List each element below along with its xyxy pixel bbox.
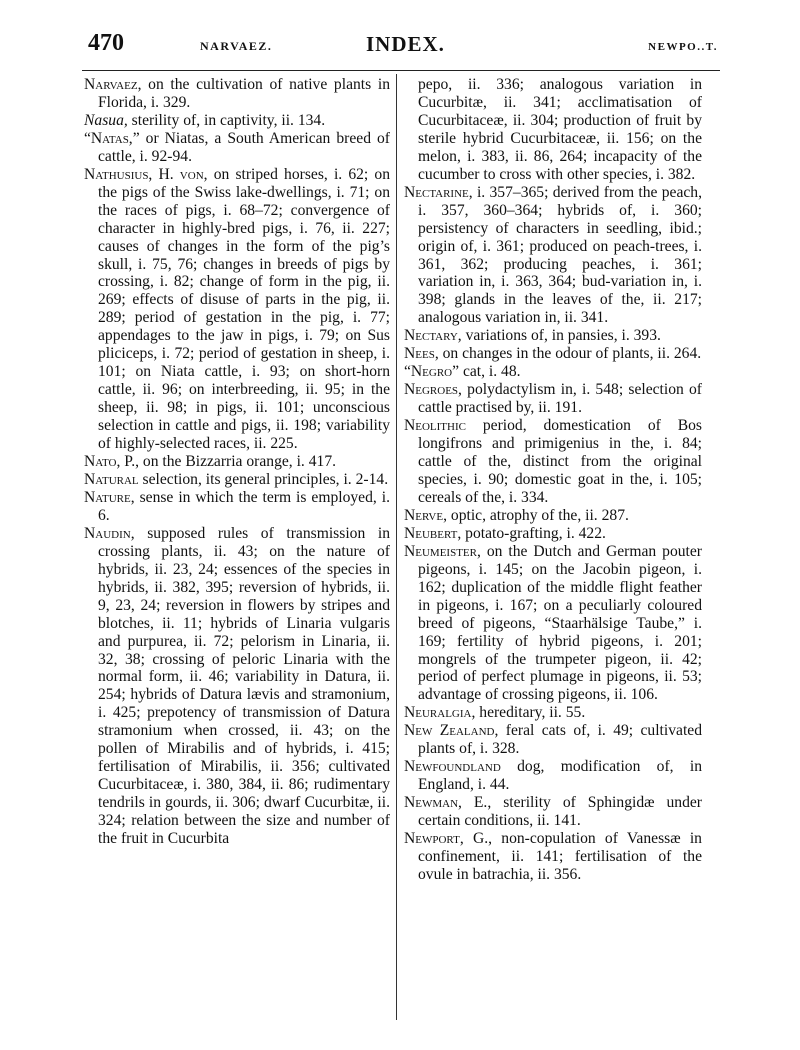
entry-head: Neolithic	[404, 417, 466, 435]
index-entry	[404, 417, 702, 507]
index-entry	[404, 758, 702, 794]
index-entry	[84, 112, 390, 130]
page-title: INDEX.	[366, 32, 445, 56]
entry-head: Nasua,	[84, 111, 128, 129]
entry-head: Naudin,	[84, 524, 135, 542]
index-entry	[404, 525, 702, 543]
entry-body: sterility of Sphingidæ under certain conditions, ii. 141.	[418, 794, 702, 830]
entry-body: on the cultivation of native plants in Florida, i. 329.	[98, 76, 390, 111]
entry-body: feral cats of, i. 49; cultivated plants of, i. 328.	[418, 722, 702, 758]
running-header	[88, 30, 718, 64]
entry-head: Nato, P.,	[84, 453, 139, 471]
index-entry	[404, 830, 702, 884]
entry-body: on the Dutch and German pouter pigeons, i. 145; on the Jacobin pigeon, i. 162; duplication of the middle flight feather in pigeons, i. 167; on a peculiarly coloured breed of pigeons, “Staarhälsige Taube,” i. 169; fertility of hybrid pigeons, i. 201; mongrels of the trumpeter pigeon, ii. 42; period of perfect plumage in pigeons, ii. 53; advantage of crossing pigeons, ii. 106.	[418, 542, 702, 704]
entry-head: Neumeister,	[404, 542, 481, 560]
index-entry	[84, 130, 390, 166]
index-entry	[404, 381, 702, 417]
right-column	[404, 76, 702, 884]
entry-head: New Zealand,	[404, 722, 499, 740]
entry-head: Nectarine,	[404, 183, 473, 201]
right-guide-word: NEWPO..T.	[648, 41, 718, 53]
index-entry	[404, 507, 702, 525]
entry-head: Newfoundland	[404, 758, 501, 776]
entry-head: “Negro”	[404, 363, 460, 381]
left-guide-word: NARVAEZ.	[200, 39, 273, 53]
entry-body: supposed rules of transmission in crossing plants, ii. 43; on the nature of hybrids, ii. 23, 24; essences of the species in hybrids, ii. 382, 395; reversion of hybrids, ii. 9, 23, 24; reversion in flowers by stripes and blotches, ii. 11; hybrids of Linaria vulgaris and purpurea, ii. 72; pelorism in Linaria, ii. 32, 38; crossing of peloric Linaria with the normal form, ii. 46; variability in Datura, ii. 254; hybrids of Datura lævis and stramonium, i. 425; prepotency of transmission of Datura stramonium when crossed, ii. 43; on the pollen of Mirabilis and of hybrids, i. 415; fertilisation of Mirabilis, ii. 356; cultivated Cucurbitaceæ, i. 380, 384, ii. 86; rudimentary tendrils in gourds, ii. 306; dwarf Cucurbitæ, ii. 324; relation between the size and number of the fruit in Cucurbita	[98, 524, 390, 848]
entry-body: cat, i. 48.	[459, 363, 521, 381]
entry-head: Nature,	[84, 488, 135, 506]
entry-head: Nees,	[404, 345, 439, 363]
entry-head: Negroes,	[404, 381, 462, 399]
entry-body: pepo, ii. 336; analogous variation in Cucurbitæ, ii. 341; acclimatisation of Cucurbitaceæ, ii. 304; production of fruit by sterile hybrid Cucurbitaceæ, ii. 156; on the melon, i. 383, ii. 86, 264; incapacity of the cucumber to cross with other species, i. 382.	[418, 76, 702, 183]
index-entry	[404, 363, 702, 381]
index-entry	[84, 76, 390, 112]
entry-head: Nathusius, H. von,	[84, 165, 208, 183]
index-entry	[84, 525, 390, 848]
index-entry	[404, 722, 702, 758]
entry-body: optic, atrophy of the, ii. 287.	[447, 506, 629, 524]
index-entry-continued	[404, 76, 702, 184]
index-entry	[404, 794, 702, 830]
entry-body: or Niatas, a South American breed of cattle, i. 92-94.	[98, 129, 390, 165]
index-entry	[404, 345, 702, 363]
entry-head: Neuralgia,	[404, 704, 476, 722]
index-entry	[404, 704, 702, 722]
index-entry	[84, 453, 390, 471]
column-divider	[396, 74, 397, 1020]
entry-body: on changes in the odour of plants, ii. 264.	[438, 345, 702, 363]
entry-body: potato-grafting, i. 422.	[461, 524, 606, 542]
entry-body: sense in which the term is employed, i. 6.	[98, 488, 390, 524]
entry-body: i. 357–365; derived from the peach, i. 357, 360–364; hybrids of, i. 360; persistency of characters in seedling, ibid.; origin of, i. 361; produced on peach-trees, i. 361, 362; producing peaches, i. 361; variation in, i. 363, 364; bud-variation in, i. 398; glands in the leaves of the, ii. 217; analogous variation in, ii. 341.	[418, 183, 702, 327]
entry-body: on striped horses, i. 62; on the pigs of the Swiss lake-dwellings, i. 71; on the races of pigs, i. 68–72; convergence of character in highly-bred pigs, i. 76, ii. 227; causes of changes in the form of the pig’s skull, i. 75, 76; changes in breeds of pigs by crossing, i. 82; change of form in the pig, ii. 269; effects of disuse of parts in the pig, ii. 289; period of gestation in the pig, i. 77; appendages to the jaw in pigs, i. 79; on Sus pliciceps, i. 72; period of gestation in sheep, i. 101; on Niata cattle, i. 93; on short-horn cattle, ii. 96; on interbreeding, ii. 95; in the sheep, ii. 98; in pigs, ii. 101; unconscious selection in cattle and pigs, ii. 198; variability of highly-selected races, ii. 225.	[98, 165, 391, 453]
entry-head: Newport, G.,	[404, 830, 493, 848]
entry-head: Newman, E.,	[404, 794, 492, 812]
index-entry	[84, 471, 390, 489]
index-entry	[404, 543, 702, 705]
index-entry	[84, 166, 390, 453]
entry-head: “Natas,”	[84, 129, 140, 147]
page-number: 470	[88, 30, 124, 56]
entry-head: Natural	[84, 470, 139, 488]
entry-body: polydactylism in, i. 548; selection of cattle practised by, ii. 191.	[418, 381, 702, 417]
entry-head: Neubert,	[404, 524, 462, 542]
index-entry	[404, 327, 702, 345]
header-rule	[82, 70, 720, 71]
entry-body: period, domestication of Bos longifrons and primigenius in the, i. 84; cattle of the, distinct from the original species, i. 90; domestic goat in the, i. 105; cereals of the, i. 334.	[418, 417, 702, 506]
entry-body: selection, its general principles, i. 2-14.	[138, 470, 389, 488]
entry-body: non-copulation of Vanessæ in confinement, ii. 141; fertilisation of the ovule in batrachia, ii. 356.	[418, 830, 702, 883]
index-entry	[404, 184, 702, 328]
entry-head: Nectary,	[404, 327, 462, 345]
entry-body: variations of, in pansies, i. 393.	[461, 327, 661, 345]
entry-head: Narvaez,	[84, 76, 142, 93]
entry-body: dog, modification of, in England, i. 44.	[418, 758, 702, 794]
index-entry	[84, 489, 390, 525]
entry-body: sterility of, in captivity, ii. 134.	[127, 111, 326, 129]
left-column	[84, 76, 390, 848]
entry-body: hereditary, ii. 55.	[475, 704, 586, 722]
entry-head: Nerve,	[404, 506, 447, 524]
entry-body: on the Bizzarria orange, i. 417.	[139, 453, 337, 471]
